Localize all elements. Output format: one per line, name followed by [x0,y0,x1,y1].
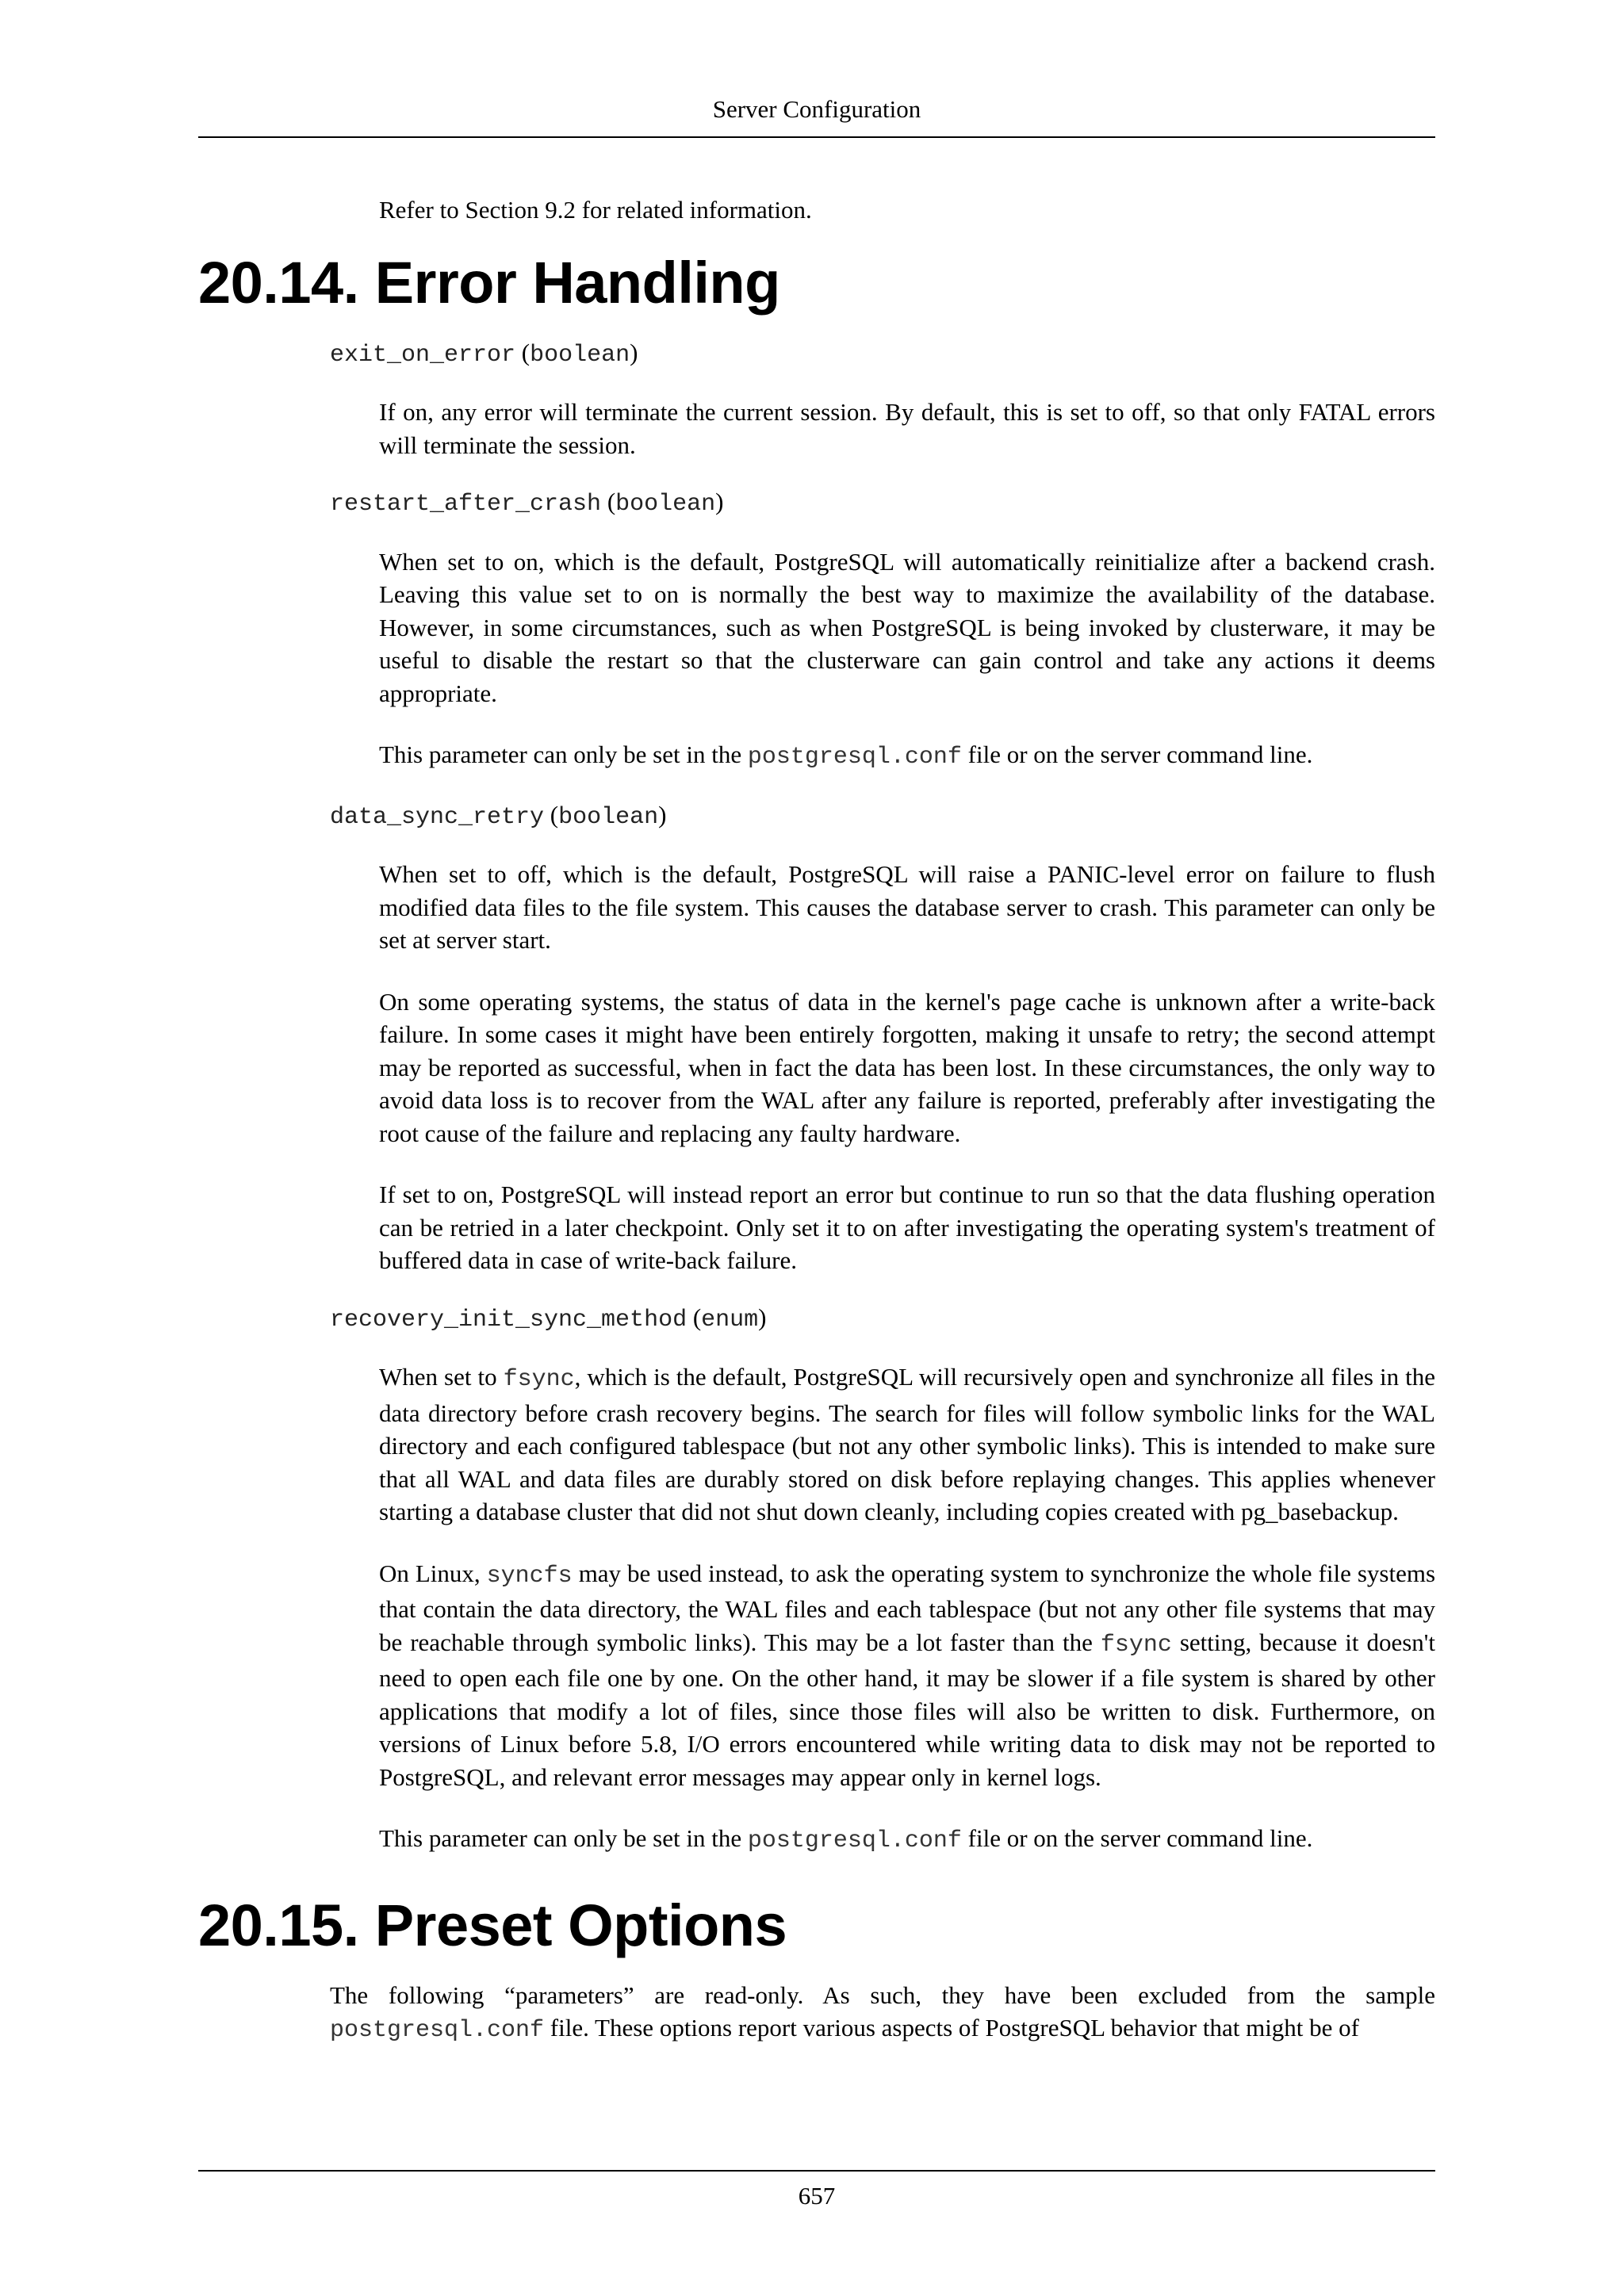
paragraph [379,738,1435,775]
text-run: setting, because it doesn't need to open each file one by one. On the other hand, it may be slower if a file system is shared by other applications that modify a lot of files, since those files will also be written to disk. Furthermore, on versions of Linux before 5.8, I/O errors encountered while writing data to disk may not be reported to PostgreSQL, and relevant error messages may appear only in kernel logs. [379,1628,1435,1791]
text-run: The following “parameters” are read-only. As such, they have been excluded from the sample [330,1980,1435,2009]
paragraph: If set to on, PostgreSQL will instead report an error but continue to run so that the data flushing operation can be retried in a later checkpoint. Only set it to on after investigating the operating system's treatment of buffered data in case of write-back failure. [379,1181,1435,1274]
param-type: boolean [615,491,716,518]
inline-code: postgresql.conf [747,1827,962,1854]
param-term-exit-on-error: exit_on_error (boolean) [330,338,638,369]
inline-code: fsync [503,1366,575,1393]
paragraph [379,1360,1435,1529]
param-desc-exit-on-error [379,396,1435,461]
header-rule [198,136,1435,138]
inline-code: fsync [1100,1631,1172,1659]
paragraph: If on, any error will terminate the current session. By default, this is set to off, so that only FATAL errors will terminate the session. [379,398,1435,459]
inline-code: postgresql.conf [330,2017,545,2044]
intro-text: Refer to Section 9.2 for related information. [379,196,812,224]
paragraph [330,1979,1435,2048]
page-number: 657 [798,2182,836,2210]
section-title-error-handling: 20.14. Error Handling [198,249,780,316]
param-name: data_sync_retry [330,803,545,831]
text-run: , which is the default, PostgreSQL will recursively open and synchronize all files in the data directory before crash recovery begins. The search for files will follow symbolic links for the WAL directory and each configured tablespace (but not any other symbolic links). This is intended to make sure that all WAL and data files are durably stored on disk before replaying changes. This applies whenever starting a database cluster that did not shut down cleanly, including copies created with pg_basebackup. [379,1363,1435,1525]
param-desc-restart-after-crash [379,545,1435,775]
paragraph: When set to on, which is the default, PostgreSQL will automatically reinitialize after a backend crash. Leaving this value set to on is normally the best way to maximize the availability of the database. However, in some circumstances, such as when PostgreSQL is being invoked by clusterware, it may be useful to disable the restart so that the clusterware can gain control and take any actions it deems appropriate. [379,547,1435,707]
text-run: file or on the server command line. [961,740,1313,768]
page-content [198,193,1435,2048]
inline-code: postgresql.conf [747,744,962,771]
preset-options-body [330,1979,1435,2048]
param-desc-recovery-init-sync-method [379,1360,1435,1858]
param-desc-data-sync-retry [379,858,1435,1277]
param-name: recovery_init_sync_method [330,1306,688,1334]
running-header: Server Configuration [712,95,921,123]
text-run: This parameter can only be set in the [379,1824,748,1852]
text-run: may be used instead, to ask the operating system to synchronize the whole file systems that contain the data directory, the WAL files and each tablespace (but not any other file systems that may be reachable through symbolic links). This may be a lot faster than the [379,1559,1436,1656]
param-type: enum [701,1306,759,1334]
paragraph [379,1557,1435,1794]
spacer [198,1882,1435,1890]
footer-rule [198,2170,1435,2172]
param-term-data-sync-retry: data_sync_retry (boolean) [330,800,667,831]
text-run: On Linux, [379,1559,487,1587]
text-run: When set to [379,1363,504,1391]
text-run: file. These options report various aspects of PostgreSQL behavior that might be of [544,2014,1359,2042]
param-term-recovery-init-sync-method: recovery_init_sync_method (enum) [330,1303,767,1334]
paragraph: When set to off, which is the default, PostgreSQL will raise a PANIC-level error on failure to flush modified data files to the file system. This causes the database server to crash. This parameter can only be set at server start. [379,860,1435,954]
param-name: restart_after_crash [330,491,602,518]
text-run: This parameter can only be set in the [379,740,748,768]
param-term-restart-after-crash: restart_after_crash (boolean) [330,488,724,518]
param-type: boolean [558,803,659,831]
param-type: boolean [530,341,630,369]
inline-code: syncfs [486,1562,573,1590]
paragraph: On some operating systems, the status of data in the kernel's page cache is unknown after a write-back failure. In some cases it might have been entirely forgotten, making it unsafe to retry; the second attempt may be reported as successful, when in fact the data has been lost. In these circumstances, the only way to avoid data loss is to recover from the WAL after any failure is reported, preferably after investigating the root cause of the failure and replacing any faulty hardware. [379,987,1435,1147]
param-name: exit_on_error [330,341,516,369]
text-run: file or on the server command line. [961,1824,1313,1852]
paragraph [379,1822,1435,1858]
section-title-preset-options: 20.15. Preset Options [198,1892,787,1958]
